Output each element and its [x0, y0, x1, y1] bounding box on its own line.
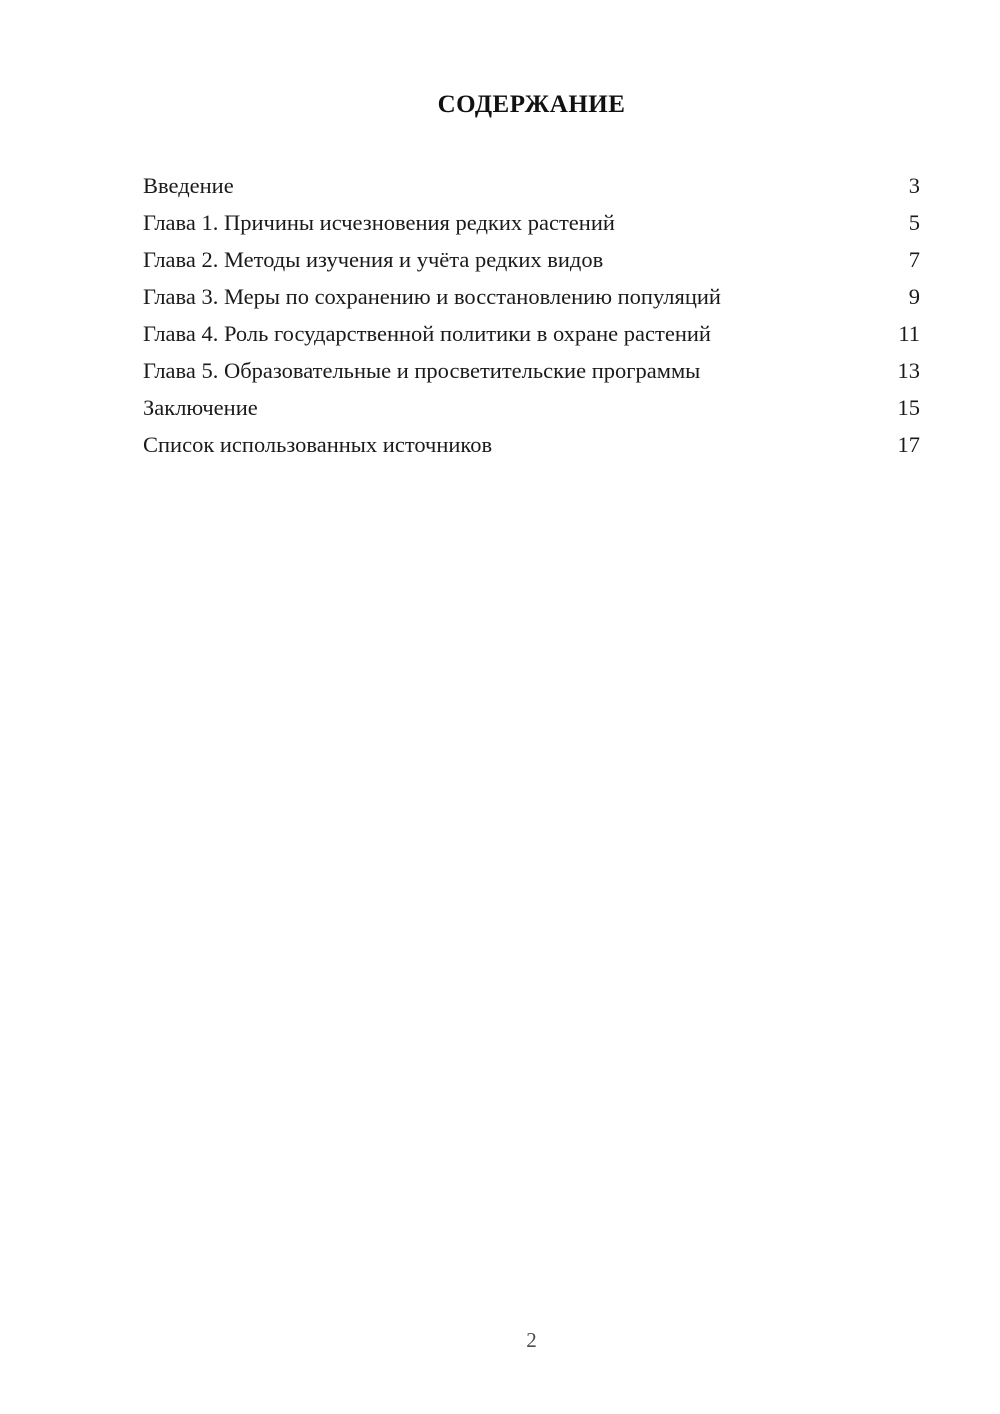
toc-entry-label: Заключение: [143, 395, 258, 420]
toc-entry-label: Глава 2. Методы изучения и учёта редких видов: [143, 247, 604, 272]
toc-entry-label: Глава 4. Роль государственной политики в охране растений: [143, 321, 711, 346]
page-number: 2: [526, 1328, 537, 1352]
toc-entry-page: 13: [897, 358, 920, 383]
toc-entry-label: Глава 1. Причины исчезновения редких растений: [143, 210, 615, 235]
toc-entry-label: Глава 3. Меры по сохранению и восстановлению популяций: [143, 284, 721, 309]
toc-entry-page: 17: [897, 432, 920, 457]
toc-entry: [143, 315, 920, 352]
toc-entry: [143, 167, 920, 204]
toc-entry: [143, 389, 920, 426]
toc-list: [143, 167, 920, 463]
page-title: СОДЕРЖАНИЕ: [437, 91, 626, 118]
toc-entry: [143, 278, 920, 315]
toc-entry: [143, 204, 920, 241]
toc-entry-page: 9: [908, 284, 920, 309]
toc-entry-page: 11: [898, 321, 920, 346]
toc-entry: [143, 241, 920, 278]
toc-entry: [143, 426, 920, 463]
toc-entry: [143, 352, 920, 389]
toc-entry-page: 15: [897, 395, 920, 420]
toc-entry-page: 3: [908, 173, 920, 198]
toc-entry-label: Список использованных источников: [143, 432, 493, 457]
toc-entry-label: Глава 5. Образовательные и просветительские программы: [143, 358, 701, 383]
toc-entry-page: 7: [908, 247, 920, 272]
toc-entry-label: Введение: [143, 173, 234, 198]
toc-entry-page: 5: [908, 210, 920, 235]
